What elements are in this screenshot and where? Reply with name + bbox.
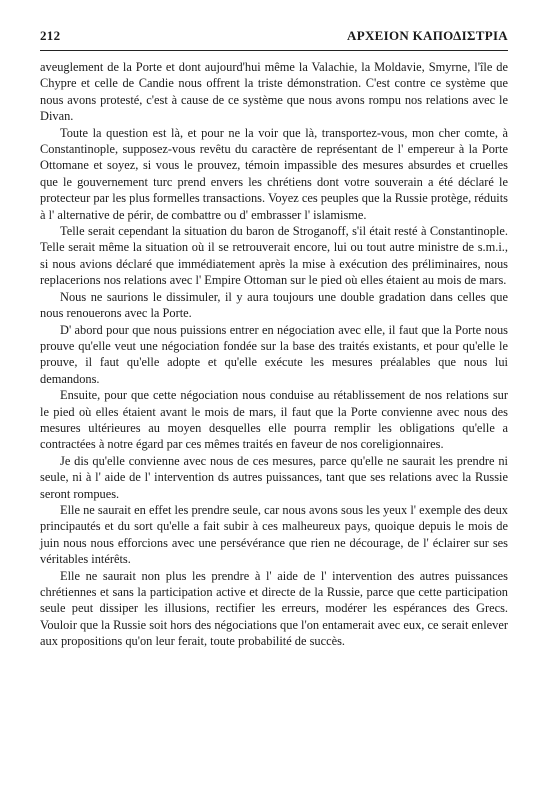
paragraph: Toute la question est là, et pour ne la voir que là, transportez-vous, mon cher comte, à Constantinople, supposez-vous revêtu du caractère de représentant de l' empereur à la Porte Ottomane et soyez, si vous le prouvez, témoin impassible des mesures absurdes et cruelles que le gouvernement turc prend envers les chrétiens dont votre souverain a été déclaré le protecteur par les plus formelles transactions. Voyez ces peuples que la Russie protège, réduits à l' alternative de périr, de combattre ou d' embrasser l' islamisme. (40, 125, 508, 222)
paragraph: Je dis qu'elle convienne avec nous de ces mesures, parce qu'elle ne saurait les prendre ni seule, ni à l' aide de l' intervention ds autres puissances, tant que ses relations avec la Russie seront rompues. (40, 453, 508, 501)
page-number: 212 (40, 28, 61, 43)
paragraph: aveuglement de la Porte et dont aujourd'hui même la Valachie, la Moldavie, Smyrne, l'île de Chypre et celle de Candie nous offrent la triste démonstration. C'est contre ce système que nous avons protesté, c'est à cause de ce système que nous avons rompu nos relations avec le Divan. (40, 60, 508, 124)
body-text (40, 59, 508, 650)
paragraph: Telle serait cependant la situation du baron de Stroganoff, s'il était resté à Constantinople. Telle serait même la situation où il se retrouverait encore, lui ou tout autre ministre de s.m.i., si nous avions déclaré que immédiatement après la mise à exécution des préliminaires, nous replacerions nos relations avec l' Empire Ottoman sur le pied où elles étaient au mois de mars. (40, 224, 508, 288)
paragraph: D' abord pour que nous puissions entrer en négociation avec elle, il faut que la Porte nous prouve qu'elle veut une négociation fondée sur la base des traités existants, et pour qu'elle le prouve, il faut qu'elle adopte et qu'elle exécute les mesures préalables que nous lui demandons. (40, 322, 508, 386)
paragraph: Elle ne saurait non plus les prendre à l' aide de l' intervention des autres puissances chrétiennes et sans la participation active et directe de la Russie, parce que cette participation seule peut dissiper les illusions, rectifier les erreurs, modérer les espérances des Grecs. Vouloir que la Russie soit hors des négociations que l'on entamerait avec eux, ce serait enlever aux propositions qu'on leur ferait, toute probabilité de succès. (40, 568, 508, 649)
paragraph: Ensuite, pour que cette négociation nous conduise au rétablissement de nos relations sur le pied où elles étaient avant le mois de mars, il faut que la Porte convienne avec nous des mesures ultérieures au moyen desquelles elle pourra remplir les obligations qu'elle a contractées à notre égard par ces mêmes traités en faveur de nos coreligionnaires. (40, 388, 508, 452)
header-rule (40, 50, 508, 51)
paragraph: Elle ne saurait en effet les prendre seule, car nous avons sous les yeux l' exemple des deux principautés et du sort qu'elle a fait subir à ces malheureux pays, quoique depuis le mois de juin nous nous efforcions avec une persévérance que rien ne décourage, de l' éclairer sur ses véritables intérêts. (40, 502, 508, 567)
paragraph: Nous ne saurions le dissimuler, il y aura toujours une double gradation dans celles que nous renouerons avec la Porte. (40, 289, 508, 321)
running-title: ΑΡΧΕΙΟΝ ΚΑΠΟΔΙΣΤΡΙΑ (347, 28, 508, 43)
page-header (40, 28, 508, 48)
